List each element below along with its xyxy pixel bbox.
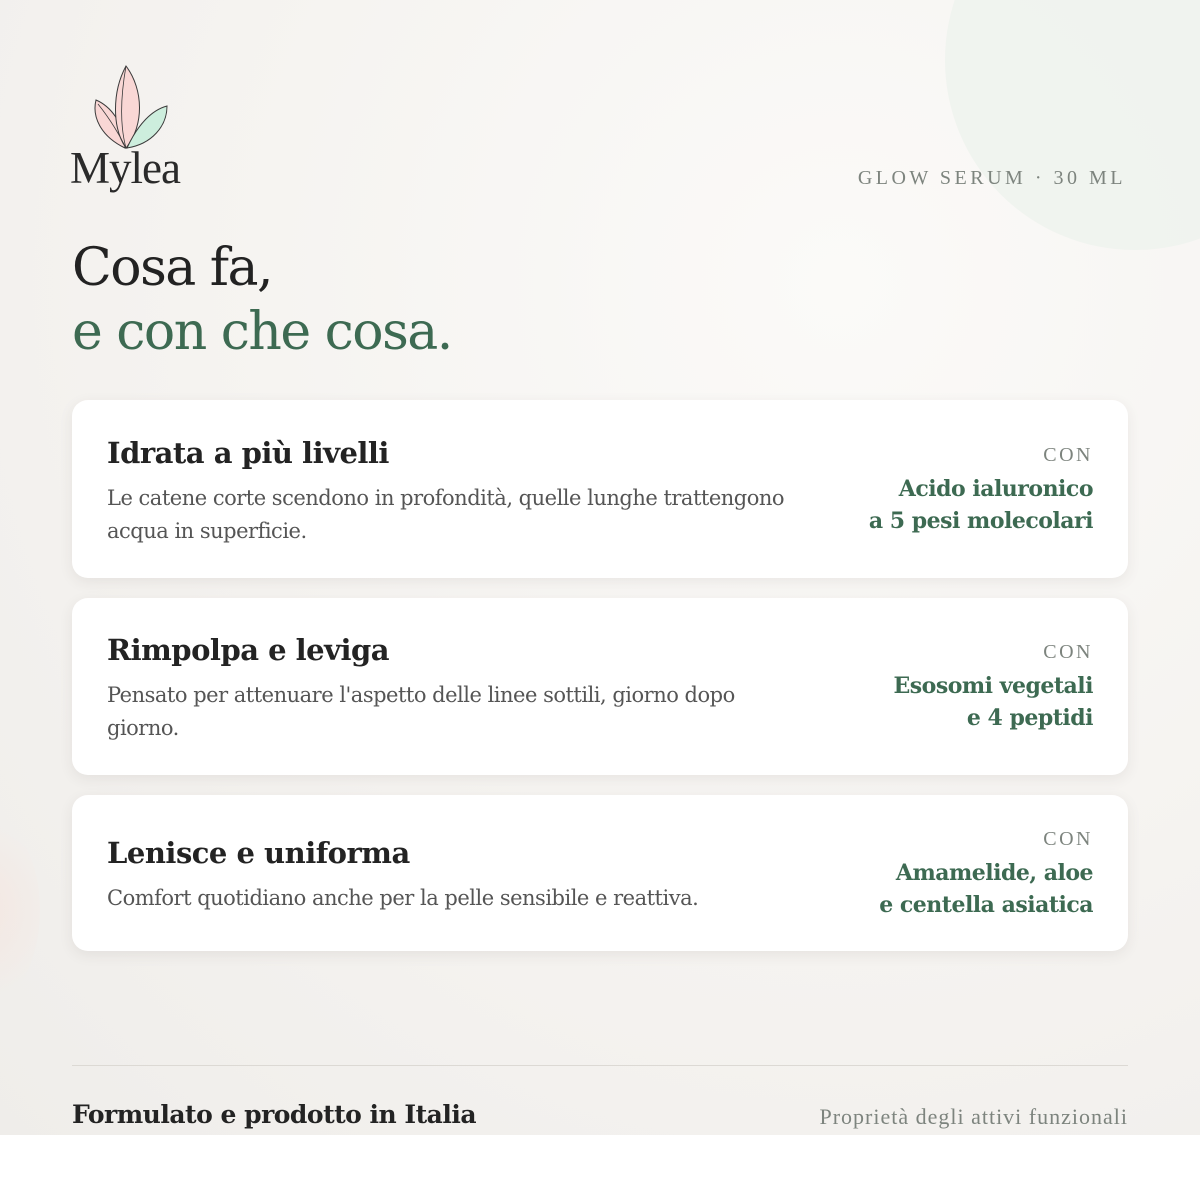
footer-origin: Formulato e prodotto in Italia [72, 1100, 477, 1129]
ingredients [894, 670, 1093, 734]
lotus-leaf-icon [90, 64, 170, 152]
benefit-title: Lenisce e uniforma [107, 836, 410, 870]
decorative-circle [945, 0, 1200, 250]
ingredients-line-2: a 5 pesi molecolari [868, 508, 1093, 534]
ingredients-line-1: Esosomi vegetali [893, 673, 1093, 699]
ingredients-line-1: Acido ialuronico [898, 476, 1093, 502]
benefit-card [72, 598, 1128, 775]
ingredients [869, 473, 1093, 537]
benefit-card [72, 795, 1128, 951]
footer-divider [72, 1065, 1128, 1066]
headline [72, 236, 452, 364]
benefit-description: Le catene corte scendono in profondità, quelle lunghe trattengono acqua in superficie. [107, 486, 785, 543]
con-label: CON [1043, 828, 1093, 850]
con-label: CON [1043, 444, 1093, 466]
product-tag: GLOW SERUM · 30 ML [857, 167, 1126, 189]
headline-line-1: Cosa fa, [72, 238, 273, 298]
con-label: CON [1043, 641, 1093, 663]
ingredients [879, 857, 1093, 921]
benefit-title: Idrata a più livelli [107, 436, 389, 470]
brand-logo [70, 62, 195, 207]
benefit-description: Pensato per attenuare l'aspetto delle linee sottili, giorno dopo giorno. [107, 683, 735, 740]
benefit-card [72, 400, 1128, 578]
ingredients-line-2: e centella asiatica [879, 892, 1093, 918]
footer-note: Proprietà degli attivi funzionali [819, 1104, 1128, 1129]
headline-line-2: e con che cosa. [72, 302, 452, 362]
benefit-description: Comfort quotidiano anche per la pelle sensibile e reattiva. [107, 886, 699, 910]
ingredients-line-2: e 4 peptidi [966, 705, 1093, 731]
benefit-title: Rimpolpa e leviga [107, 633, 390, 667]
decorative-blush [0, 800, 40, 1020]
brand-name: Mylea [70, 143, 180, 193]
ingredients-line-1: Amamelide, aloe [895, 860, 1093, 886]
